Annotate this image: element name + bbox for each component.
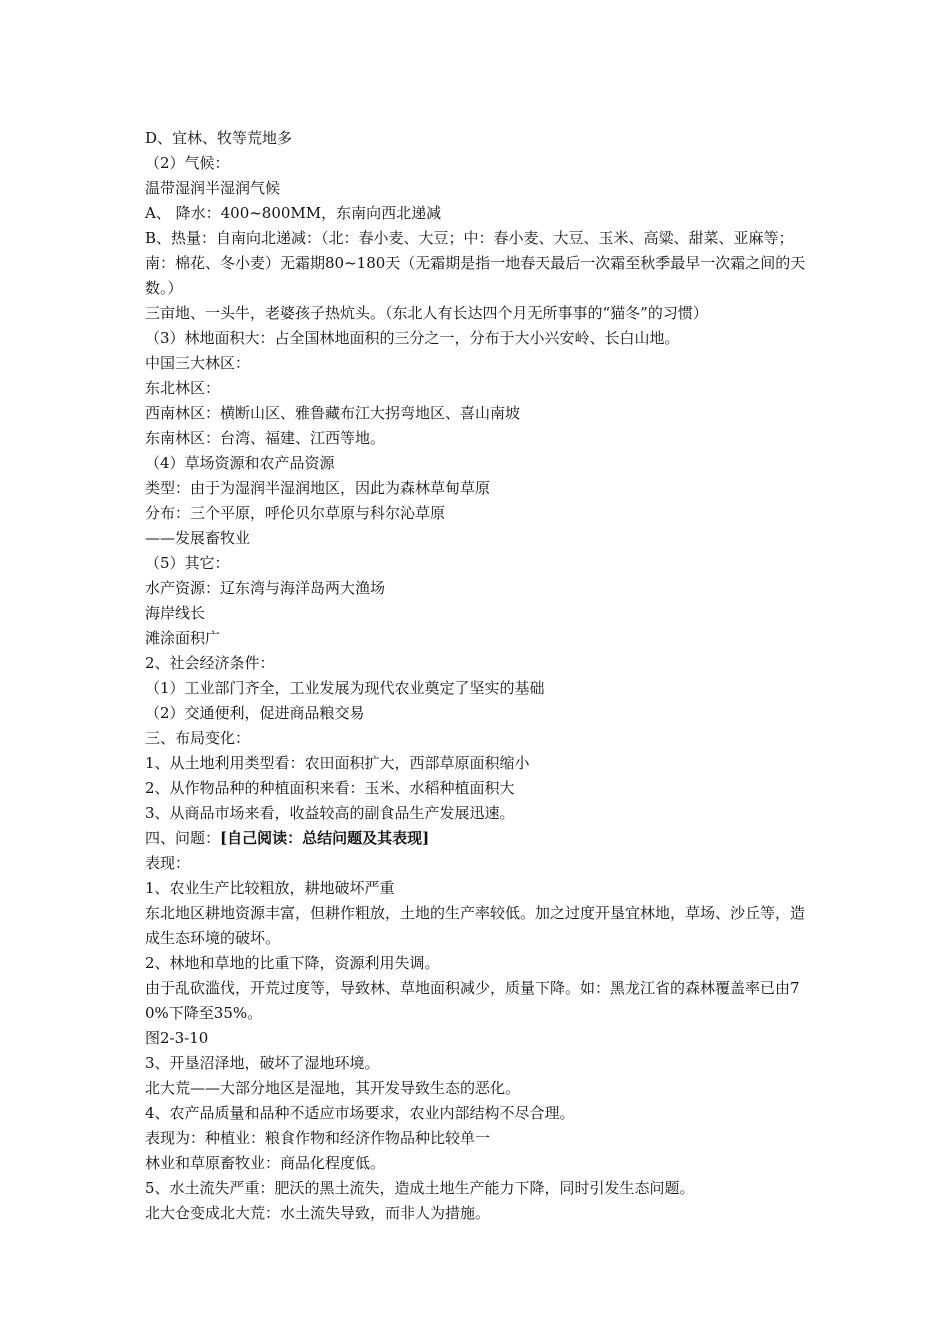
text-line: 东北林区： — [145, 379, 221, 397]
text-line: 海岸线长 — [145, 604, 206, 622]
text-line: 表现： — [145, 854, 191, 872]
text-line: A、 降水：400~800MM，东南向西北递减 — [145, 204, 442, 222]
text-line: 3、从商品市场来看，收益较高的副食品生产发展迅速。 — [145, 804, 515, 822]
text-line: （3）林地面积大：占全国林地面积的三分之一，分布于大小兴安岭、长白山地。 — [145, 329, 680, 347]
text-line: （4）草场资源和农产品资源 — [145, 454, 335, 472]
text-line: 林业和草原畜牧业：商品化程度低。 — [145, 1154, 386, 1172]
text-line: 2、社会经济条件： — [145, 654, 275, 672]
problem-heading — [145, 826, 815, 851]
text-line: 图2-3-10 — [145, 1029, 209, 1047]
document-page — [145, 126, 815, 1226]
text-line: 4、农产品质量和品种不适应市场要求，农业内部结构不尽合理。 — [145, 1104, 575, 1122]
document-body-part-1 — [145, 126, 815, 826]
text-line: 1、从土地利用类型看：农田面积扩大，西部草原面积缩小 — [145, 754, 530, 772]
text-line: 表现为：种植业：粮食作物和经济作物品种比较单一 — [145, 1129, 491, 1147]
text-line: B、热量：自南向北递减：（北：春小麦、大豆；中：春小麦、大豆、玉米、高粱、甜菜、亚麻等；南：棉花、冬小麦）无霜期80~180天（无霜期是指一地春天最后一次霜至秋季最早一次霜之间的天数。） — [145, 229, 806, 297]
text-line: 水产资源：辽东湾与海洋岛两大渔场 — [145, 579, 386, 597]
problem-heading-bold: [自己阅读：总结问题及其表现] — [220, 829, 430, 847]
text-line: 西南林区：横断山区、雅鲁藏布江大拐弯地区、喜山南坡 — [145, 404, 521, 422]
text-line: 温带湿润半湿润气候 — [145, 179, 281, 197]
text-line: ——发展畜牧业 — [145, 529, 251, 547]
document-body-part-2 — [145, 851, 815, 1226]
text-line: 5、水土流失严重：肥沃的黑土流失，造成土地生产能力下降，同时引发生态问题。 — [145, 1179, 695, 1197]
text-line: （1）工业部门齐全，工业发展为现代农业奠定了坚实的基础 — [145, 679, 545, 697]
text-line: 三亩地、一头牛，老婆孩子热炕头。（东北人有长达四个月无所事事的“猫冬”的习惯） — [145, 304, 708, 322]
text-line: 类型：由于为湿润半湿润地区，因此为森林草甸草原 — [145, 479, 491, 497]
text-line: 由于乱砍滥伐，开荒过度等，导致林、草地面积减少，质量下降。如：黑龙江省的森林覆盖率已由70%下降至35%。 — [145, 979, 800, 1022]
text-line: （2）气候： — [145, 154, 230, 172]
text-line: 1、农业生产比较粗放，耕地破坏严重 — [145, 879, 395, 897]
text-line: 滩涂面积广 — [145, 629, 221, 647]
text-line: 分布：三个平原，呼伦贝尔草原与科尔沁草原 — [145, 504, 446, 522]
text-line: 三、布局变化： — [145, 729, 251, 747]
text-line: 中国三大林区： — [145, 354, 251, 372]
text-line: 2、林地和草地的比重下降，资源利用失调。 — [145, 954, 440, 972]
text-line: 北大仓变成北大荒：水土流失导致，而非人为措施。 — [145, 1204, 491, 1222]
text-line: （5）其它： — [145, 554, 230, 572]
text-line: 东北地区耕地资源丰富，但耕作粗放，土地的生产率较低。加之过度开垦宜林地，草场、沙丘等，造成生态环境的破坏。 — [145, 904, 806, 947]
text-line: 3、开垦沼泽地，破坏了湿地环境。 — [145, 1054, 380, 1072]
text-line: D、宜林、牧等荒地多 — [145, 129, 293, 147]
text-line: 2、从作物品种的种植面积来看：玉米、水稻种植面积大 — [145, 779, 515, 797]
text-line: 东南林区：台湾、福建、江西等地。 — [145, 429, 386, 447]
text-line: 北大荒——大部分地区是湿地，其开发导致生态的恶化。 — [145, 1079, 521, 1097]
problem-heading-prefix: 四、问题： — [145, 829, 221, 847]
text-line: （2）交通便利，促进商品粮交易 — [145, 704, 365, 722]
